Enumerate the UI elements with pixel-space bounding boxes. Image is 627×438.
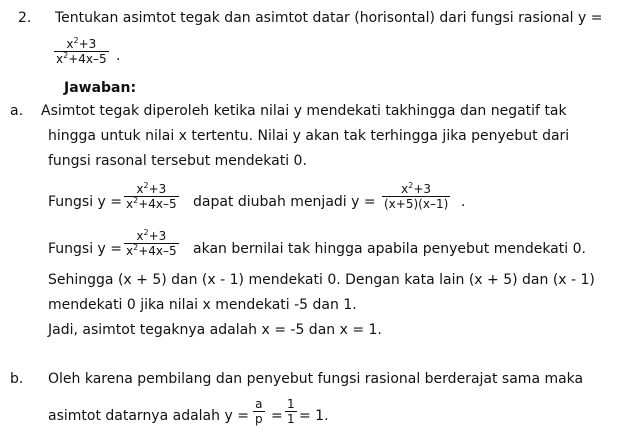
fraction-numerator: a — [255, 397, 263, 411]
fraction-numerator: 1 — [287, 397, 295, 411]
part-b-line2-prefix: asimtot datarnya adalah y = — [48, 408, 249, 424]
question-text: Tentukan asimtot tegak dan asimtot datar (horisontal) dari fungsi rasional y = — [55, 10, 603, 26]
result-equals-one: = 1. — [299, 408, 329, 424]
fraction-denominator: p — [255, 412, 263, 426]
fraction-factored — [382, 183, 450, 211]
fungsi2-prefix: Fungsi y = — [48, 241, 123, 257]
fungsi1-period: . — [461, 194, 466, 210]
answer-label: Jawaban: — [64, 80, 137, 96]
part-a-line4: Sehingga (x + 5) dan (x - 1) mendekati 0. Dengan kata lain (x + 5) dan (x - 1) — [48, 272, 595, 288]
fraction-denominator: $x^2+4x-5$ — [126, 196, 177, 211]
fungsi1-prefix: Fungsi y = — [48, 194, 123, 210]
part-b-marker: b. — [10, 371, 24, 387]
part-a-line3: fungsi rasonal tersebut mendekati 0. — [48, 153, 307, 169]
fraction-one-over-one — [285, 398, 297, 426]
fraction-denominator: $x^2+4x-5$ — [126, 243, 177, 258]
fraction-numerator: $x^2+3$ — [401, 181, 432, 196]
question-number: 2. — [18, 10, 32, 26]
period: . — [116, 48, 121, 64]
fraction-denominator: $x^2+4x-5$ — [56, 51, 107, 66]
equals-sign: = — [271, 408, 283, 424]
fraction-numerator: $x^2+3$ — [136, 181, 167, 196]
fraction-denominator: 1 — [287, 412, 295, 426]
fraction-numerator: $x^2+3$ — [136, 228, 167, 243]
fungsi1-middle: dapat diubah menjadi y = — [193, 194, 376, 210]
fraction-fungsi2 — [124, 230, 179, 258]
fraction-denominator: (x+5)(x–1) — [384, 197, 449, 211]
part-b-line1: Oleh karena pembilang dan penyebut fungsi rasional berderajat sama maka — [48, 371, 584, 387]
fraction-main — [54, 38, 109, 66]
part-a-line1: Asimtot tegak diperoleh ketika nilai y mendekati takhingga dan negatif tak — [41, 103, 567, 119]
fraction-fungsi1 — [124, 183, 179, 211]
part-a-marker: a. — [10, 103, 24, 119]
fraction-a-over-p — [253, 398, 265, 426]
part-a-line5: mendekati 0 jika nilai x mendekati -5 dan 1. — [48, 297, 357, 313]
part-a-line2: hingga untuk nilai x tertentu. Nilai y akan tak terhingga jika penyebut dari — [48, 128, 570, 144]
fungsi2-suffix: akan bernilai tak hingga apabila penyebut mendekati 0. — [193, 241, 586, 257]
fraction-numerator: $x^2+3$ — [66, 36, 97, 51]
part-a-line6: Jadi, asimtot tegaknya adalah x = -5 dan x = 1. — [48, 322, 382, 338]
